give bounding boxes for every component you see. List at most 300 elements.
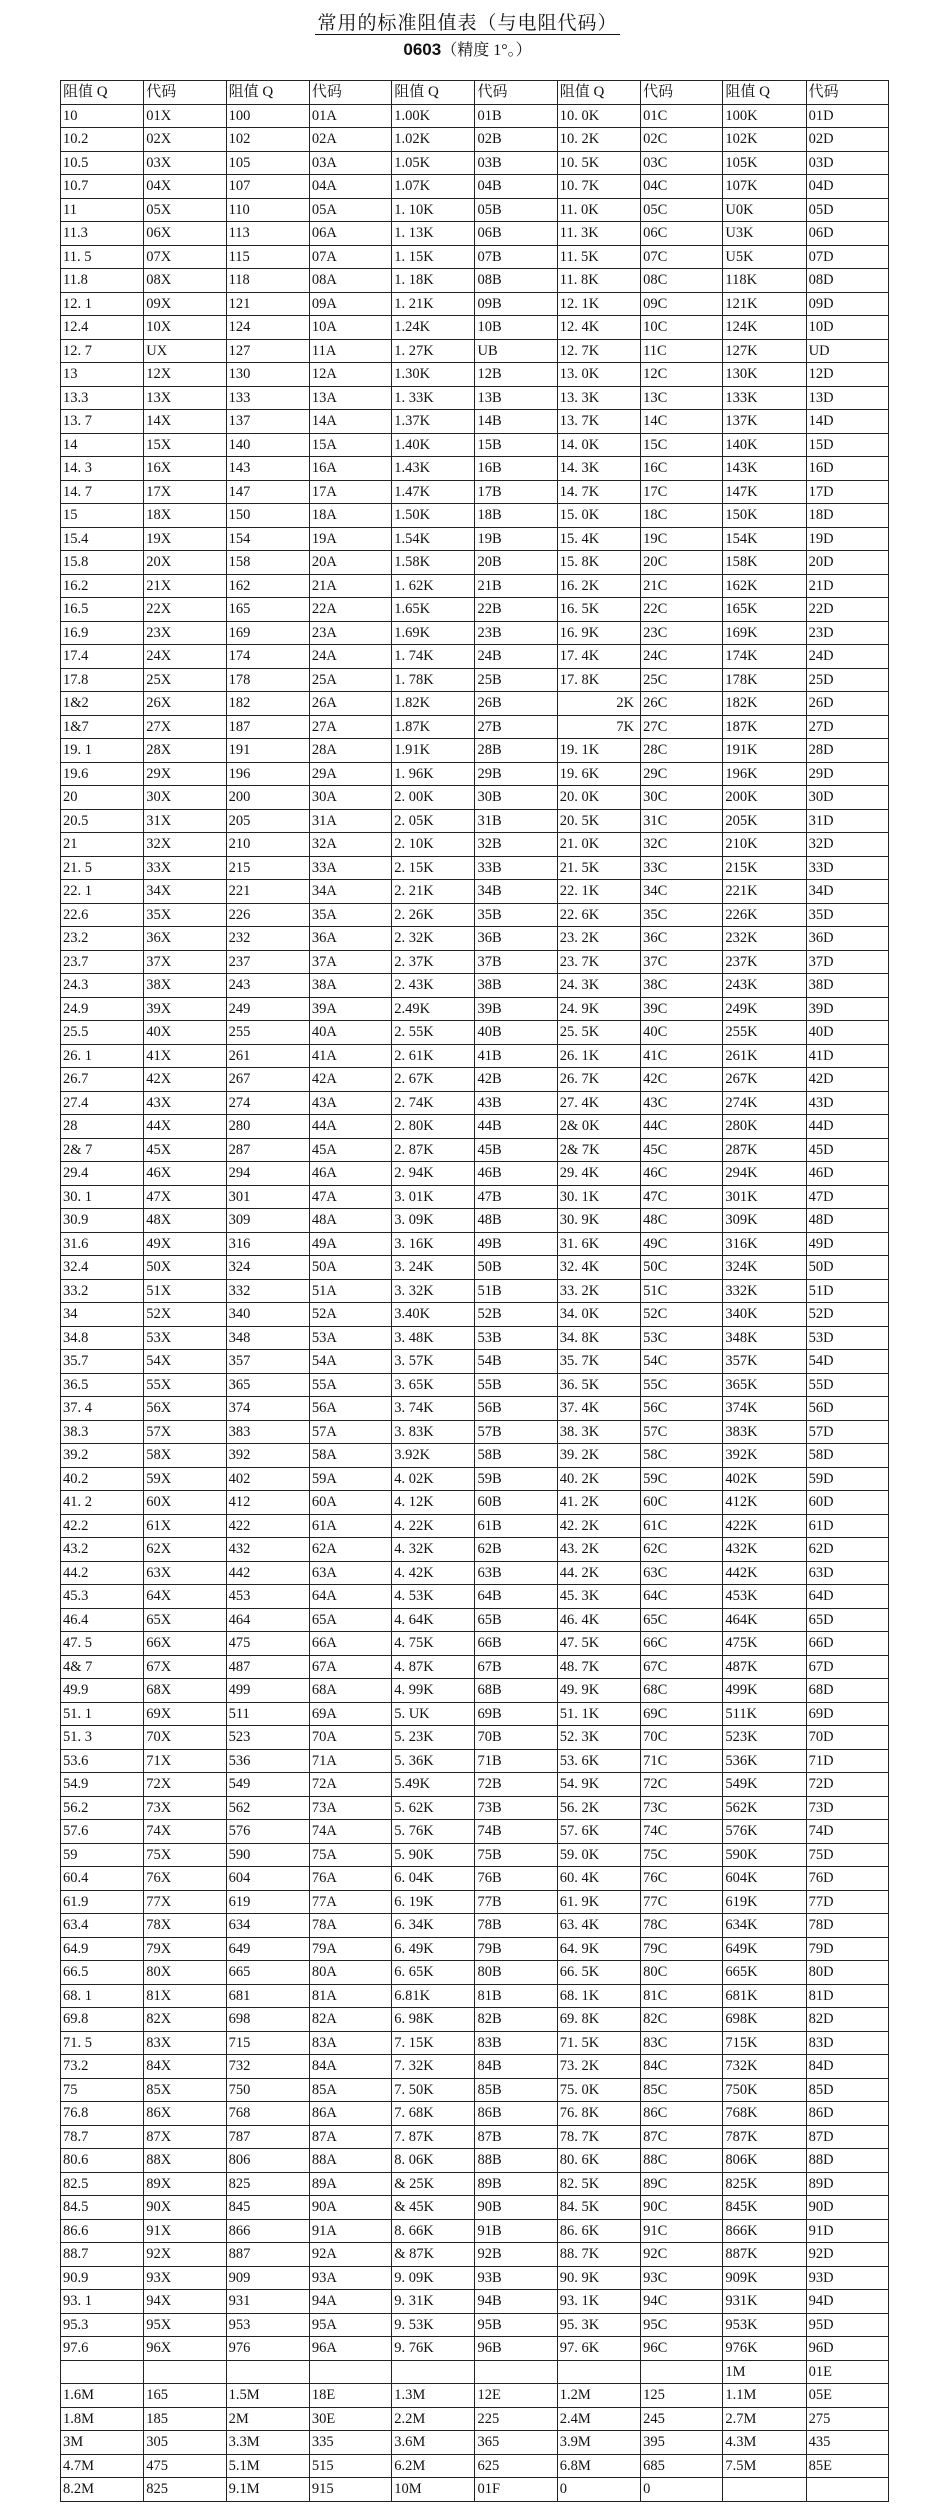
- resistance-cell: 66.5: [61, 1961, 144, 1985]
- resistance-cell: 57.6: [61, 1820, 144, 1844]
- resistance-cell: 475K: [723, 1632, 806, 1656]
- table-row: [61, 903, 889, 927]
- code-cell: 81B: [475, 1984, 557, 2008]
- code-cell: 64X: [144, 1585, 226, 1609]
- resistance-cell: 9. 31K: [392, 2290, 475, 2314]
- resistance-cell: 6. 04K: [392, 1867, 475, 1891]
- code-cell: 08A: [309, 269, 391, 293]
- resistance-cell: 59. 0K: [557, 1843, 640, 1867]
- table-row: [61, 1420, 889, 1444]
- code-cell: 69X: [144, 1702, 226, 1726]
- resistance-cell: 34. 8K: [557, 1326, 640, 1350]
- resistance-cell: 40. 2K: [557, 1467, 640, 1491]
- resistance-cell: 7. 15K: [392, 2031, 475, 2055]
- code-cell: 09B: [475, 292, 557, 316]
- resistance-cell: 68. 1K: [557, 1984, 640, 2008]
- resistance-cell: 1.43K: [392, 457, 475, 481]
- resistance-cell: 523K: [723, 1726, 806, 1750]
- code-cell: 17D: [806, 480, 888, 504]
- resistance-cell: 1.1M: [723, 2384, 806, 2408]
- code-cell: 01X: [144, 104, 226, 128]
- code-cell: 36D: [806, 927, 888, 951]
- table-row: [61, 668, 889, 692]
- code-cell: 48A: [309, 1209, 391, 1233]
- code-cell: 41A: [309, 1044, 391, 1068]
- code-cell: 44B: [475, 1115, 557, 1139]
- resistance-cell: 42. 2K: [557, 1514, 640, 1538]
- resistance-cell: 63.4: [61, 1914, 144, 1938]
- code-cell: 435: [806, 2431, 888, 2455]
- resistance-cell: 196: [226, 762, 309, 786]
- resistance-cell: 976: [226, 2337, 309, 2361]
- resistance-cell: 196K: [723, 762, 806, 786]
- table-row: [61, 1679, 889, 1703]
- code-cell: 63A: [309, 1561, 391, 1585]
- resistance-cell: 39.2: [61, 1444, 144, 1468]
- code-cell: 93X: [144, 2266, 226, 2290]
- table-row: [61, 2055, 889, 2079]
- code-cell: 75B: [475, 1843, 557, 1867]
- resistance-cell: [557, 2360, 640, 2384]
- resistance-cell: 316: [226, 1232, 309, 1256]
- resistance-cell: 316K: [723, 1232, 806, 1256]
- resistance-cell: 24. 9K: [557, 997, 640, 1021]
- code-cell: 31D: [806, 809, 888, 833]
- code-cell: 88A: [309, 2149, 391, 2173]
- resistance-cell: 549K: [723, 1773, 806, 1797]
- resistance-cell: 1. 18K: [392, 269, 475, 293]
- resistance-cell: 22.6: [61, 903, 144, 927]
- code-cell: 38A: [309, 974, 391, 998]
- code-cell: [309, 2360, 391, 2384]
- column-header-code: 代码: [806, 81, 888, 105]
- code-cell: 67B: [475, 1655, 557, 1679]
- code-cell: 96X: [144, 2337, 226, 2361]
- resistance-cell: 348K: [723, 1326, 806, 1350]
- resistance-cell: 634K: [723, 1914, 806, 1938]
- resistance-cell: 332: [226, 1279, 309, 1303]
- resistance-cell: 49. 9K: [557, 1679, 640, 1703]
- table-row: [61, 786, 889, 810]
- code-cell: 26X: [144, 692, 226, 716]
- code-cell: 22A: [309, 598, 391, 622]
- resistance-cell: 267K: [723, 1068, 806, 1092]
- resistance-cell: 35.7: [61, 1350, 144, 1374]
- code-cell: 05B: [475, 198, 557, 222]
- table-row: [61, 433, 889, 457]
- code-cell: 63B: [475, 1561, 557, 1585]
- code-cell: 01E: [806, 2360, 888, 2384]
- table-row: [61, 1232, 889, 1256]
- code-cell: 33D: [806, 856, 888, 880]
- resistance-cell: 43. 2K: [557, 1538, 640, 1562]
- table-row: [61, 2125, 889, 2149]
- resistance-cell: 3. 65K: [392, 1373, 475, 1397]
- resistance-cell: 7. 32K: [392, 2055, 475, 2079]
- code-cell: UB: [475, 339, 557, 363]
- resistance-cell: 10.2: [61, 128, 144, 152]
- code-cell: 66X: [144, 1632, 226, 1656]
- column-header-code: 代码: [144, 81, 226, 105]
- code-cell: 46C: [641, 1162, 723, 1186]
- code-cell: 53B: [475, 1326, 557, 1350]
- resistance-cell: 100: [226, 104, 309, 128]
- resistance-cell: 15.8: [61, 551, 144, 575]
- resistance-cell: 191K: [723, 739, 806, 763]
- resistance-cell: 102: [226, 128, 309, 152]
- code-cell: 25X: [144, 668, 226, 692]
- code-cell: 84A: [309, 2055, 391, 2079]
- code-cell: 25B: [475, 668, 557, 692]
- code-cell: 18D: [806, 504, 888, 528]
- table-row: [61, 1209, 889, 1233]
- resistance-cell: 2K: [557, 692, 640, 716]
- code-cell: 72A: [309, 1773, 391, 1797]
- code-cell: 44X: [144, 1115, 226, 1139]
- resistance-cell: 88.7: [61, 2243, 144, 2267]
- resistance-cell: 22. 1K: [557, 880, 640, 904]
- code-cell: 39D: [806, 997, 888, 1021]
- code-cell: 02B: [475, 128, 557, 152]
- code-cell: 47D: [806, 1185, 888, 1209]
- resistance-cell: 634: [226, 1914, 309, 1938]
- resistance-cell: 1.54K: [392, 527, 475, 551]
- resistance-cell: 845K: [723, 2196, 806, 2220]
- code-cell: 53A: [309, 1326, 391, 1350]
- table-row: [61, 2478, 889, 2502]
- table-row: [61, 2384, 889, 2408]
- resistance-cell: 162K: [723, 574, 806, 598]
- code-cell: 16B: [475, 457, 557, 481]
- table-row: [61, 222, 889, 246]
- resistance-cell: 2. 37K: [392, 950, 475, 974]
- code-cell: 43X: [144, 1091, 226, 1115]
- resistance-cell: 681K: [723, 1984, 806, 2008]
- resistance-cell: 68. 1: [61, 1984, 144, 2008]
- resistance-cell: 205: [226, 809, 309, 833]
- resistance-cell: 130K: [723, 363, 806, 387]
- code-cell: 86X: [144, 2102, 226, 2126]
- resistance-cell: 536: [226, 1749, 309, 1773]
- code-cell: 21D: [806, 574, 888, 598]
- code-cell: 96D: [806, 2337, 888, 2361]
- resistance-cell: 14. 3: [61, 457, 144, 481]
- resistance-cell: 124: [226, 316, 309, 340]
- table-row: [61, 856, 889, 880]
- code-cell: 70B: [475, 1726, 557, 1750]
- resistance-cell: 22. 1: [61, 880, 144, 904]
- table-row: [61, 1467, 889, 1491]
- resistance-cell: 1.65K: [392, 598, 475, 622]
- resistance-cell: 14. 0K: [557, 433, 640, 457]
- resistance-cell: 86. 6K: [557, 2219, 640, 2243]
- resistance-cell: 21. 0K: [557, 833, 640, 857]
- resistance-cell: 4. 64K: [392, 1608, 475, 1632]
- code-cell: 88X: [144, 2149, 226, 2173]
- resistance-cell: 178K: [723, 668, 806, 692]
- resistance-cell: 4. 99K: [392, 1679, 475, 1703]
- resistance-cell: 19. 6K: [557, 762, 640, 786]
- code-cell: 11A: [309, 339, 391, 363]
- resistance-cell: 8. 66K: [392, 2219, 475, 2243]
- resistance-cell: 732K: [723, 2055, 806, 2079]
- resistance-cell: 1.00K: [392, 104, 475, 128]
- resistance-cell: 0: [557, 2478, 640, 2502]
- code-cell: 85E: [806, 2454, 888, 2478]
- resistance-cell: 9. 53K: [392, 2313, 475, 2337]
- resistance-cell: 422K: [723, 1514, 806, 1538]
- resistance-cell: 1.30K: [392, 363, 475, 387]
- resistance-cell: 19. 1K: [557, 739, 640, 763]
- code-cell: 80B: [475, 1961, 557, 1985]
- resistance-cell: 5. 62K: [392, 1796, 475, 1820]
- resistance-cell: 23.2: [61, 927, 144, 951]
- table-row: [61, 1514, 889, 1538]
- table-row: [61, 339, 889, 363]
- resistance-cell: 3. 32K: [392, 1279, 475, 1303]
- resistance-cell: 130: [226, 363, 309, 387]
- code-cell: 63C: [641, 1561, 723, 1585]
- code-cell: 28A: [309, 739, 391, 763]
- code-cell: 79C: [641, 1937, 723, 1961]
- table-row: [61, 1561, 889, 1585]
- table-row: [61, 2078, 889, 2102]
- code-cell: 20A: [309, 551, 391, 575]
- code-cell: 08X: [144, 269, 226, 293]
- code-cell: 31C: [641, 809, 723, 833]
- resistance-cell: 887: [226, 2243, 309, 2267]
- resistance-cell: & 25K: [392, 2172, 475, 2196]
- code-cell: 34C: [641, 880, 723, 904]
- code-cell: 37C: [641, 950, 723, 974]
- code-cell: 78D: [806, 1914, 888, 1938]
- resistance-cell: 16.9: [61, 621, 144, 645]
- code-cell: 92D: [806, 2243, 888, 2267]
- resistance-cell: 340: [226, 1303, 309, 1327]
- resistance-cell: 63. 4K: [557, 1914, 640, 1938]
- resistance-cell: 24.9: [61, 997, 144, 1021]
- resistance-cell: 95. 3K: [557, 2313, 640, 2337]
- resistance-cell: 54. 9K: [557, 1773, 640, 1797]
- table-row: [61, 151, 889, 175]
- resistance-cell: 13. 7: [61, 410, 144, 434]
- resistance-cell: 71. 5K: [557, 2031, 640, 2055]
- resistance-cell: 34: [61, 1303, 144, 1327]
- resistance-cell: 887K: [723, 2243, 806, 2267]
- code-cell: 67A: [309, 1655, 391, 1679]
- code-cell: 45C: [641, 1138, 723, 1162]
- table-row: [61, 2290, 889, 2314]
- resistance-cell: 1.82K: [392, 692, 475, 716]
- code-cell: 305: [144, 2431, 226, 2455]
- code-cell: 79D: [806, 1937, 888, 1961]
- table-row: [61, 2172, 889, 2196]
- table-row: [61, 950, 889, 974]
- code-cell: 19C: [641, 527, 723, 551]
- code-cell: 90C: [641, 2196, 723, 2220]
- table-body: [61, 104, 889, 2501]
- resistance-cell: 75: [61, 2078, 144, 2102]
- code-cell: 07B: [475, 245, 557, 269]
- code-cell: 64D: [806, 1585, 888, 1609]
- table-row: [61, 1890, 889, 1914]
- table-row: [61, 1585, 889, 1609]
- code-cell: 41X: [144, 1044, 226, 1068]
- resistance-cell: 511K: [723, 1702, 806, 1726]
- resistance-cell: 2. 94K: [392, 1162, 475, 1186]
- table-row: [61, 1303, 889, 1327]
- code-cell: 44A: [309, 1115, 391, 1139]
- code-cell: 03B: [475, 151, 557, 175]
- resistance-cell: 11. 0K: [557, 198, 640, 222]
- code-cell: 75A: [309, 1843, 391, 1867]
- code-cell: 15C: [641, 433, 723, 457]
- code-cell: [641, 2360, 723, 2384]
- resistance-cell: 174K: [723, 645, 806, 669]
- code-cell: 46X: [144, 1162, 226, 1186]
- resistance-cell: 348: [226, 1326, 309, 1350]
- code-cell: 02A: [309, 128, 391, 152]
- table-row: [61, 386, 889, 410]
- resistance-cell: 147: [226, 480, 309, 504]
- code-cell: 12C: [641, 363, 723, 387]
- code-cell: 23X: [144, 621, 226, 645]
- code-cell: 21B: [475, 574, 557, 598]
- code-cell: 68D: [806, 1679, 888, 1703]
- code-cell: 69B: [475, 1702, 557, 1726]
- resistance-cell: 5. 76K: [392, 1820, 475, 1844]
- code-cell: 35C: [641, 903, 723, 927]
- table-row: [61, 2266, 889, 2290]
- code-cell: 61A: [309, 1514, 391, 1538]
- code-cell: 40X: [144, 1021, 226, 1045]
- table-row: [61, 1091, 889, 1115]
- code-cell: 46B: [475, 1162, 557, 1186]
- resistance-cell: & 45K: [392, 2196, 475, 2220]
- code-cell: 28C: [641, 739, 723, 763]
- resistance-cell: 37. 4: [61, 1397, 144, 1421]
- column-header-code: 代码: [475, 81, 557, 105]
- resistance-cell: 84. 5K: [557, 2196, 640, 2220]
- code-cell: 245: [641, 2407, 723, 2431]
- code-cell: 37X: [144, 950, 226, 974]
- code-cell: 26B: [475, 692, 557, 716]
- resistance-cell: 46. 4K: [557, 1608, 640, 1632]
- table-row: [61, 2008, 889, 2032]
- resistance-cell: 499: [226, 1679, 309, 1703]
- resistance-cell: 1.47K: [392, 480, 475, 504]
- code-cell: 23C: [641, 621, 723, 645]
- code-cell: 72C: [641, 1773, 723, 1797]
- resistance-cell: 10.5: [61, 151, 144, 175]
- code-cell: 14B: [475, 410, 557, 434]
- code-cell: 61B: [475, 1514, 557, 1538]
- resistance-cell: 53.6: [61, 1749, 144, 1773]
- resistance-cell: 294: [226, 1162, 309, 1186]
- code-cell: 84D: [806, 2055, 888, 2079]
- table-row: [61, 2407, 889, 2431]
- code-cell: 65B: [475, 1608, 557, 1632]
- resistance-cell: 1M: [723, 2360, 806, 2384]
- resistance-cell: 31.6: [61, 1232, 144, 1256]
- table-row: [61, 1726, 889, 1750]
- resistance-cell: 3. 48K: [392, 1326, 475, 1350]
- resistance-cell: 402: [226, 1467, 309, 1491]
- resistance-cell: 442: [226, 1561, 309, 1585]
- resistance-cell: 118K: [723, 269, 806, 293]
- resistance-cell: 105: [226, 151, 309, 175]
- code-cell: 03C: [641, 151, 723, 175]
- code-cell: 52C: [641, 1303, 723, 1327]
- code-cell: 14A: [309, 410, 391, 434]
- code-cell: 90A: [309, 2196, 391, 2220]
- code-cell: 94X: [144, 2290, 226, 2314]
- code-cell: 18C: [641, 504, 723, 528]
- code-cell: 75D: [806, 1843, 888, 1867]
- code-cell: 52B: [475, 1303, 557, 1327]
- resistance-cell: 237K: [723, 950, 806, 974]
- code-cell: 07A: [309, 245, 391, 269]
- code-cell: 41B: [475, 1044, 557, 1068]
- resistance-cell: 453K: [723, 1585, 806, 1609]
- code-cell: 02D: [806, 128, 888, 152]
- resistance-cell: 30. 1: [61, 1185, 144, 1209]
- code-cell: 51A: [309, 1279, 391, 1303]
- resistance-cell: 200K: [723, 786, 806, 810]
- resistance-cell: 73. 2K: [557, 2055, 640, 2079]
- resistance-cell: 2. 43K: [392, 974, 475, 998]
- resistance-cell: 7.5M: [723, 2454, 806, 2478]
- code-cell: 04C: [641, 175, 723, 199]
- resistance-cell: 866K: [723, 2219, 806, 2243]
- resistance-cell: 2. 15K: [392, 856, 475, 880]
- table-row: [61, 1867, 889, 1891]
- code-cell: 57A: [309, 1420, 391, 1444]
- code-cell: 91B: [475, 2219, 557, 2243]
- resistance-cell: 422: [226, 1514, 309, 1538]
- table-row: [61, 1068, 889, 1092]
- code-cell: 77C: [641, 1890, 723, 1914]
- resistance-cell: 82.5: [61, 2172, 144, 2196]
- table-row: [61, 574, 889, 598]
- code-cell: 05X: [144, 198, 226, 222]
- table-row: [61, 1702, 889, 1726]
- table-row: [61, 245, 889, 269]
- table-row: [61, 2149, 889, 2173]
- code-cell: 87A: [309, 2125, 391, 2149]
- code-cell: 60X: [144, 1491, 226, 1515]
- resistance-cell: 47. 5: [61, 1632, 144, 1656]
- resistance-cell: 536K: [723, 1749, 806, 1773]
- code-cell: 63D: [806, 1561, 888, 1585]
- resistance-cell: 30.9: [61, 1209, 144, 1233]
- code-cell: 83X: [144, 2031, 226, 2055]
- table-row: [61, 645, 889, 669]
- table-row: [61, 1749, 889, 1773]
- code-cell: 42B: [475, 1068, 557, 1092]
- resistance-cell: 158K: [723, 551, 806, 575]
- resistance-cell: 294K: [723, 1162, 806, 1186]
- resistance-cell: 4. 12K: [392, 1491, 475, 1515]
- code-cell: 85C: [641, 2078, 723, 2102]
- resistance-cell: 84.5: [61, 2196, 144, 2220]
- resistance-cell: 232K: [723, 927, 806, 951]
- resistance-cell: 324: [226, 1256, 309, 1280]
- package-size: 0603: [403, 40, 442, 59]
- resistance-cell: 665: [226, 1961, 309, 1985]
- resistance-cell: 10. 0K: [557, 104, 640, 128]
- resistance-cell: 16. 2K: [557, 574, 640, 598]
